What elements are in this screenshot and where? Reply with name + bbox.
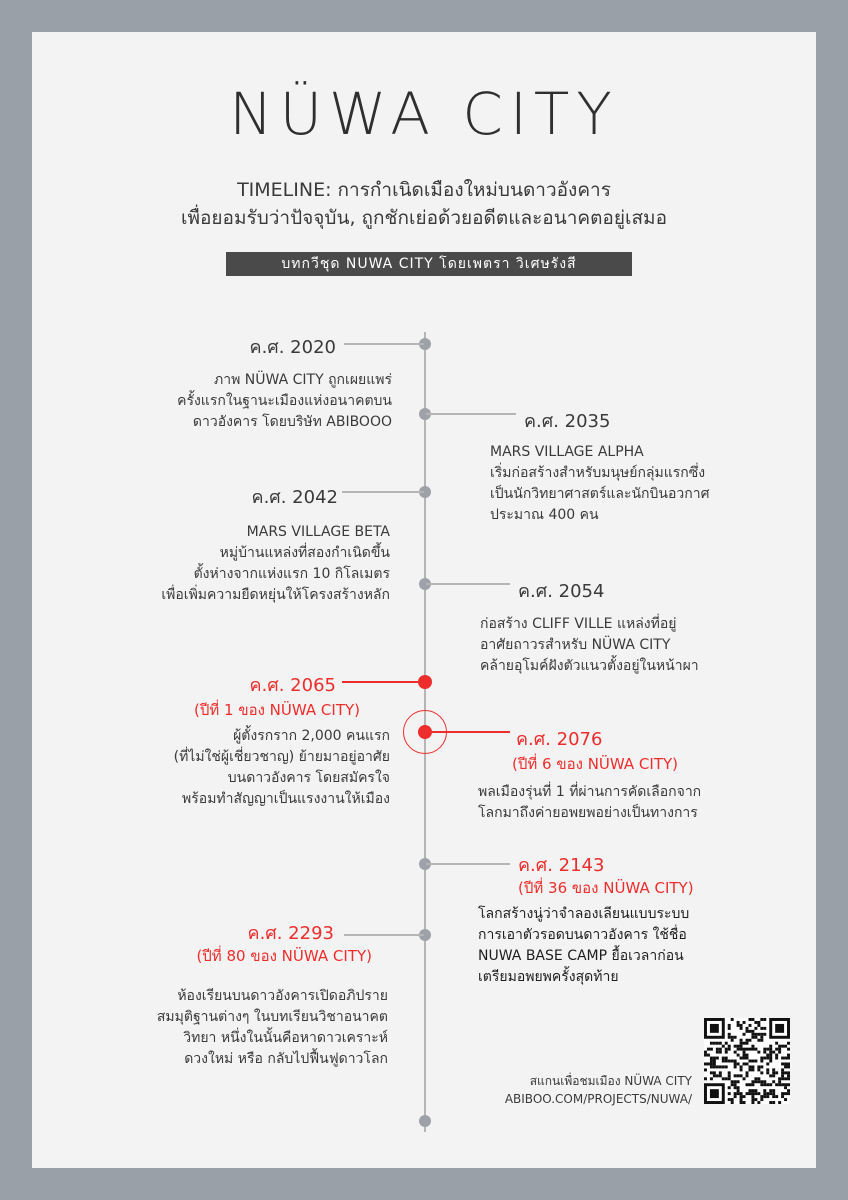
event-subtitle: (ปีที่ 80 ของ NÜWA CITY) (196, 947, 372, 965)
event-description (174, 726, 390, 810)
timeline-connector (426, 413, 516, 415)
event-description (478, 904, 689, 988)
event-line: บนดาวอังคาร โดยสมัครใจ (227, 770, 390, 786)
timeline-connector (426, 863, 510, 865)
event-line: ภาพ NÜWA CITY ถูกเผยแพร่ (214, 372, 392, 388)
event-line: เริ่มก่อสร้างสำหรับมนุษย์กลุ่มแรกซึ่ง (490, 465, 706, 481)
event-line: เพื่อเพิ่มความยืดหยุ่นให้โครงสร้างหลัก (161, 587, 390, 603)
event-year: ค.ศ. 2143 (518, 855, 605, 876)
event-description (161, 522, 390, 606)
event-line: ห้องเรียนบนดาวอังคารเปิดอภิปราย (177, 988, 388, 1004)
page-title: NÜWA CITY (229, 80, 619, 148)
subtitle (32, 176, 816, 232)
event-year: ค.ศ. 2076 (516, 729, 603, 750)
timeline-connector (342, 681, 422, 683)
event-line: โลกสร้างนู่ว่าจำลองเลียนแบบระบบ (478, 906, 690, 922)
timeline-connector (344, 343, 424, 345)
event-line: ตั้งห่างจากแห่งแรก 10 กิโลเมตร (193, 566, 390, 582)
event-line: สมมุติฐานต่างๆ ในบทเรียนวิชาอนาคต (156, 1009, 388, 1025)
event-year: ค.ศ. 2020 (249, 337, 336, 358)
subtitle-line-2: เพื่อยอมรับว่าปัจจุบัน, ถูกชักเย่อด้วยอดีตและอนาคตอยู่เสมอ (180, 207, 667, 229)
series-badge: บทกวีชุด NUWA CITY โดยเพตรา วิเศษรังสี (226, 252, 632, 276)
qr-code-icon[interactable] (704, 1018, 790, 1104)
timeline-connector (426, 583, 510, 585)
event-line: NUWA BASE CAMP ยื้อเวลาก่อน (478, 948, 684, 964)
event-year: ค.ศ. 2293 (247, 923, 334, 944)
timeline-connector (344, 934, 424, 936)
event-line: ผู้ตั้งรกราก 2,000 คนแรก (233, 728, 390, 744)
event-description (157, 986, 388, 1070)
scan-line-1: สแกนเพื่อชมเมือง NÜWA CITY (529, 1074, 692, 1088)
subtitle-line-1: TIMELINE: การกำเนิดเมืองใหม่บนดาวอังคาร (237, 179, 611, 201)
event-year: ค.ศ. 2065 (249, 675, 336, 696)
event-year: ค.ศ. 2054 (518, 581, 605, 602)
event-line: พลเมืองรุ่นที่ 1 ที่ผ่านการคัดเลือกจาก (478, 784, 702, 800)
event-subtitle: (ปีที่ 1 ของ NÜWA CITY) (193, 701, 360, 719)
event-subtitle: (ปีที่ 6 ของ NÜWA CITY) (512, 755, 679, 773)
event-subtitle: (ปีที่ 36 ของ NÜWA CITY) (518, 879, 694, 897)
event-line: เตรียมอพยพครั้งสุดท้าย (478, 969, 619, 985)
event-line: MARS VILLAGE ALPHA (490, 444, 644, 460)
timeline-connector (342, 491, 424, 493)
event-description (177, 370, 392, 433)
event-line: เป็นนักวิทยาศาสตร์และนักบินอวกาศ (490, 486, 710, 502)
timeline-connector (426, 731, 510, 733)
event-line: พร้อมทำสัญญาเป็นแรงงานให้เมือง (182, 791, 390, 807)
poster (32, 32, 816, 1168)
event-description (478, 782, 701, 824)
event-line: อาศัยถาวรสำหรับ NÜWA CITY (480, 637, 671, 653)
event-line: ก่อสร้าง CLIFF VILLE แหล่งที่อยู่ (480, 616, 677, 632)
scan-caption (432, 1072, 692, 1108)
event-line: ดวงใหม่ หรือ กลับไปฟื้นฟูดาวโลก (184, 1051, 388, 1067)
event-year: ค.ศ. 2042 (251, 487, 338, 508)
event-line: MARS VILLAGE BETA (246, 524, 390, 540)
event-description (480, 614, 699, 677)
timeline-end-dot (419, 1115, 431, 1127)
event-line: คล้ายอุโมค์ฝังตัวแนวตั้งอยู่ในหน้าผา (480, 658, 699, 674)
event-line: ดาวอังคาร โดยบริษัท ABIBOOO (192, 414, 392, 430)
event-description (490, 442, 709, 526)
scan-line-2[interactable]: ABIBOO.COM/PROJECTS/NUWA/ (504, 1092, 692, 1106)
event-line: วิทยา หนึ่งในนั้นคือหาดาวเคราะห์ (183, 1030, 388, 1046)
event-line: โลกมาถึงค่ายอพยพอย่างเป็นทางการ (478, 805, 698, 821)
event-line: หมู่บ้านแหล่งที่สองกำเนิดขึ้น (219, 545, 390, 561)
event-line: (ที่ไม่ใช่ผู้เชี่ยวชาญ) ย้ายมาอยู่อาศัย (173, 749, 390, 765)
event-line: ประมาณ 400 คน (490, 507, 599, 523)
event-line: ครั้งแรกในฐานะเมืองแห่งอนาคตบน (177, 393, 392, 409)
event-line: การเอาตัวรอดบนดาวอังคาร ใช้ชื่อ (478, 927, 687, 943)
event-year: ค.ศ. 2035 (524, 411, 611, 432)
